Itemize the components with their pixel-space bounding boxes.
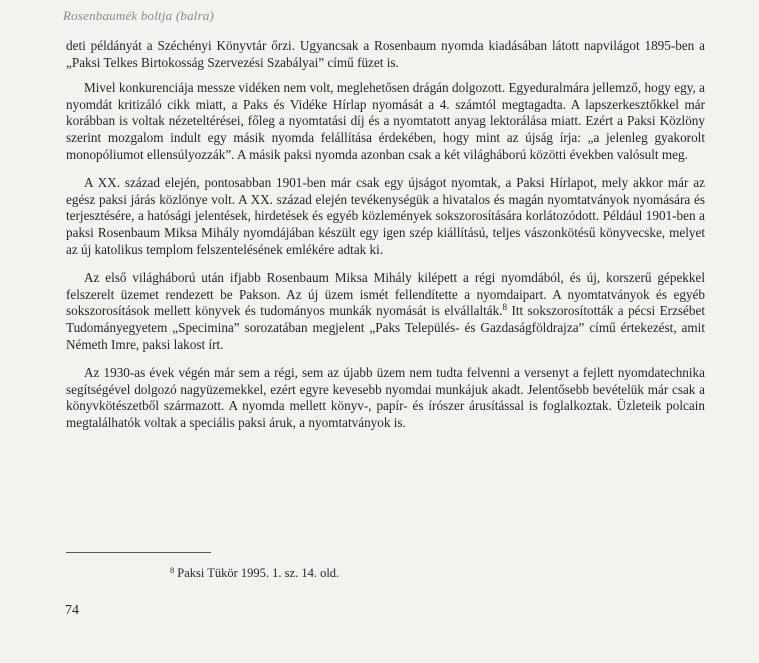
footnote-number: 8 — [170, 565, 175, 575]
paragraph-2: Mivel konkurenciája messze vidéken nem volt, meglehetősen drágán dolgozott. Egyeduralmára jellemző, hogy egy, a nyomdát kritizáló cikk miatt, a Paks és Vidéke Hírlap nyomását a 4. számtól megtagadta. A lapszerkesztőkkel már korábban is voltak nézeteltérései, főleg a nyomtatási díj és a nyomtatott anyag lektorálása miatt. Ezért a Paksi Közlöny szerint mozgalom indult egy másik nyomda felállítása érdekében, hogy mint az újság írja: „a jelenleg gyakorolt monopóliumot ellensúlyozzák”. A másik paksi nyomda azonban csak a két világháború közötti években valósult meg. — [66, 80, 705, 162]
footnote-divider — [66, 552, 211, 553]
footnote-reference: 8 — [502, 302, 508, 313]
paragraph-1: deti példányát a Széchényi Könyvtár őrzi. Ugyancsak a Rosenbaum nyomda kiadásában látott napvilágot 1895-ben a „Paksi Telkes Birtokosság Szervezési Szabályai” című füzet is. — [66, 38, 705, 70]
footnote — [170, 566, 339, 581]
paragraph-4-part-1: Az első világháború után ifjabb Rosenbaum Miksa Mihály kilépett a régi nyomdából, és új, korszerű gépekkel felszerelt üzemet rendezett be Pakson. Az új üzem ismét fellendítette a nyomdaipart. A nyomtatványok és egyéb sokszorosítások mellett könyvek és tudományos munkák nyomását is elvállalták. — [66, 270, 705, 319]
page-number: 74 — [65, 603, 79, 618]
paragraph-5: Az 1930-as évek végén már sem a régi, sem az újabb üzem nem tudta felvenni a versenyt a fejlett nyomdatechnika segítségével dolgozó nagyüzemekkel, ezért egyre kevesebb nyomdai munkájuk akadt. Jelentősebb bevételük már csak a könyvkötészetből származott. A nyomda mellett könyv-, papír- és írószer árusítással is foglalkoztak. Üzleteik polcain megtalálhatók voltak a speciális paksi áruk, a nyomtatványok is. — [66, 365, 705, 430]
paragraph-4-part-2: Itt sokszorosították a pécsi Erzsébet Tudományegyetem „Specimina” sorozatában megjelent „Paks Település- és Gazdaságföldrajza” című értekezést, amit Németh Imre, paksi lakost írt. — [66, 303, 706, 352]
body-text — [66, 38, 705, 440]
footnote-text: Paksi Tükör 1995. 1. sz. 14. old. — [177, 566, 340, 580]
paragraph-4 — [66, 270, 705, 353]
running-head: Rosenbaumék boltja (balra) — [63, 8, 215, 23]
paragraph-3: A XX. század elején, pontosabban 1901-ben már csak egy újságot nyomtak, a Paksi Hírlapot, mely akkor már az egész paksi járás közlönye volt. A XX. század elején tevékenységük a hivatalos és magán nyomtatványok nyomására és terjesztésére, a hatósági jelentések, hirdetések és egyéb közlemények sokszorosítására korlátozódott. Például 1901-ben a paksi Rosenbaum Miksa Mihály nyomdájában készült egy igen szép kiállítású, teljes vászonkötésű könyvecske, melyet az új katolikus templom felszentelésének emlékére adtak ki. — [66, 175, 705, 257]
